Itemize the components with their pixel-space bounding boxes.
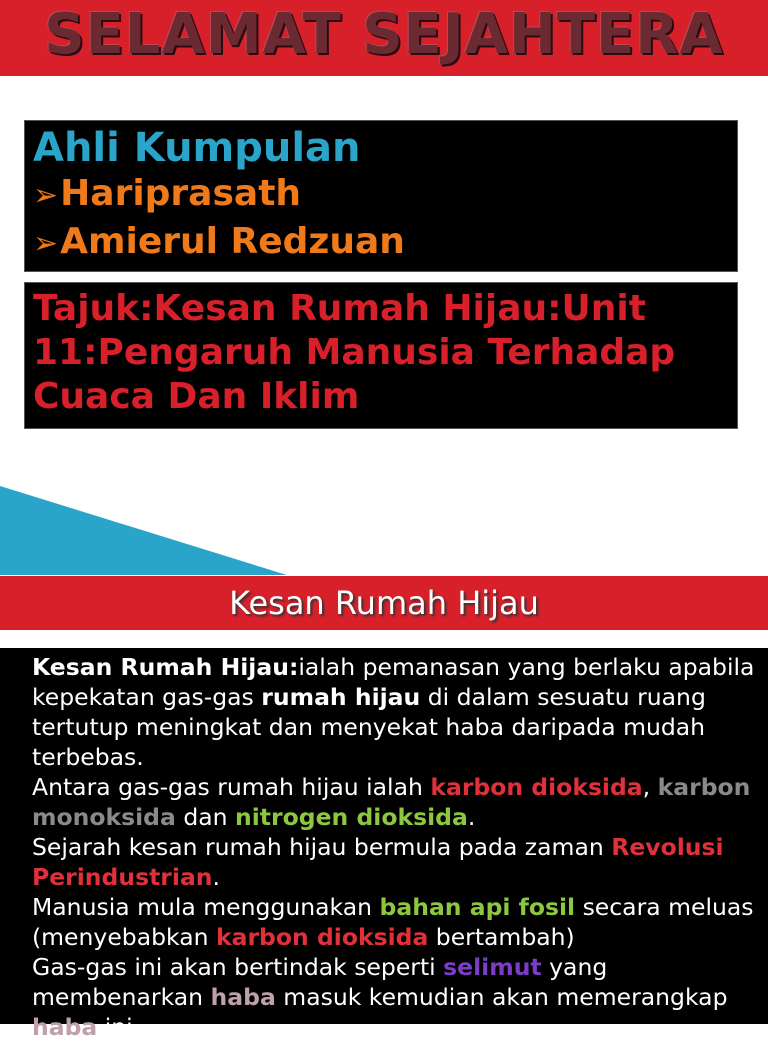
paragraph-definition xyxy=(8,652,760,772)
content-body xyxy=(0,648,768,1041)
arrow-bullet-icon: ➢ xyxy=(33,226,59,261)
highlight-pink: haba xyxy=(32,1013,98,1041)
member-item xyxy=(33,171,729,219)
text: dan xyxy=(175,803,236,831)
text: ini. xyxy=(97,1013,141,1041)
members-heading: Ahli Kumpulan xyxy=(33,125,361,171)
highlight-red: Revolusi Perindustrian xyxy=(32,833,724,891)
highlight-pink: haba xyxy=(210,983,276,1011)
highlight-grey: karbon monoksida xyxy=(32,773,751,831)
topic-text: Tajuk:Kesan Rumah Hijau:Unit 11:Pengaruh Manusia Terhadap Cuaca Dan Iklim xyxy=(33,288,676,417)
topic-box xyxy=(24,282,738,429)
text: , xyxy=(642,773,651,801)
paragraph-fossil-fuel xyxy=(8,892,760,952)
highlight-green: bahan api fosil xyxy=(379,893,576,921)
text: . xyxy=(212,863,221,891)
bold-text: rumah hijau xyxy=(261,683,421,711)
text: secara meluas (menyebabkan xyxy=(32,893,754,951)
title-banner xyxy=(0,0,768,76)
member-name: Amierul Redzuan xyxy=(60,221,405,262)
text: di dalam sesuatu ruang tertutup meningkat dan menyekat haba daripada mudah terbebas. xyxy=(32,683,706,771)
section-title: Kesan Rumah Hijau xyxy=(229,584,539,622)
section-banner xyxy=(0,576,768,630)
text: Manusia mula menggunakan xyxy=(32,893,380,921)
highlight-red: karbon dioksida xyxy=(430,773,643,801)
text: Antara gas-gas rumah hijau ialah xyxy=(32,773,431,801)
text: bertambah) xyxy=(428,923,575,951)
arrow-bullet-icon: ➢ xyxy=(33,178,59,213)
term: Kesan Rumah Hijau: xyxy=(32,653,299,681)
member-name: Hariprasath xyxy=(60,173,302,214)
decorative-triangle xyxy=(0,486,290,576)
paragraph-blanket xyxy=(8,952,760,1042)
members-box xyxy=(24,120,738,272)
text: Sejarah kesan rumah hijau bermula pada zaman xyxy=(32,833,612,861)
text: ialah pemanasan yang berlaku apabila kepekatan gas-gas xyxy=(32,653,755,711)
paragraph-history xyxy=(8,832,760,892)
page-title: SELAMAT SEJAHTERA xyxy=(44,1,724,67)
paragraph-gases xyxy=(8,772,760,832)
text: masuk kemudian akan memerangkap xyxy=(275,983,728,1011)
text: Gas-gas ini akan bertindak seperti xyxy=(32,953,444,981)
highlight-green: nitrogen dioksida xyxy=(235,803,468,831)
text: yang membenarkan xyxy=(32,953,608,1011)
slide-content xyxy=(0,575,768,1041)
highlight-red: karbon dioksida xyxy=(215,923,429,951)
highlight-purple: selimut xyxy=(443,953,542,981)
member-item xyxy=(33,219,729,267)
text: . xyxy=(467,803,476,831)
